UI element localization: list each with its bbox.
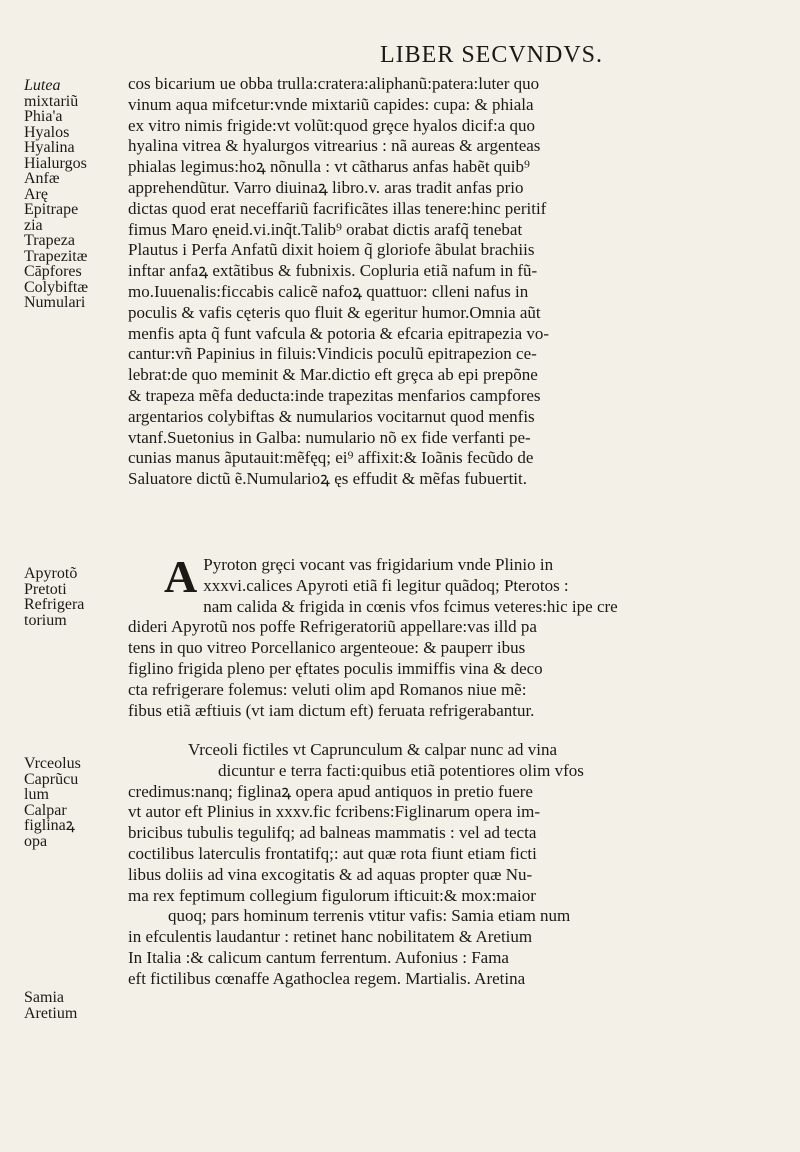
text-line: vinum aqua mifcetur:vnde mixtariũ capides: cupa: & phiala bbox=[128, 94, 534, 114]
text-line: fibus etiã æftiuis (vt iam dictum eft) feruata refrigerabantur. bbox=[128, 700, 535, 720]
margin-note: Trapezitæ bbox=[24, 247, 88, 265]
text-line: Vrceoli fictiles vt Caprunculum & calpar nunc ad vina bbox=[188, 740, 558, 759]
text-line: xxxvi.calices Apyroti etiã fi legitur quãdoq; Pterotos : bbox=[203, 575, 569, 595]
text-line: quoq; pars hominum terrenis vtitur vafis: Samia etiam num bbox=[168, 906, 571, 926]
text-line: fimus Maro ęneid.vi.inq̃t.Talib⁹ orabat dictis arafq̃ tenebat bbox=[128, 219, 523, 239]
margin-note: Numulari bbox=[24, 294, 86, 311]
margin-group-1 bbox=[24, 78, 88, 311]
text-line: poculis & vafis cęteris quo fluit & egeritur humor.Omnia aũt bbox=[128, 302, 541, 322]
margin-note: Phia'a bbox=[24, 108, 63, 125]
margin-note: Aretium bbox=[24, 1004, 78, 1022]
text-line: bricibus tubulis tegulifq; ad balneas mammatis : vel ad tecta bbox=[128, 823, 537, 843]
text-line: vt autor eft Plinius in xxxv.fic fcribens:Figlinarum opera im- bbox=[128, 802, 541, 822]
running-head: LIBER SECVNDVS. bbox=[380, 42, 604, 68]
text-line: cos bicarium ue obba trulla:cratera:aliphanũ:patera:luter quo bbox=[128, 74, 540, 93]
margin-note: Hyalos bbox=[24, 123, 70, 141]
margin-note: Colybiftæ bbox=[24, 278, 89, 296]
margin-note: Arę bbox=[24, 185, 48, 203]
margin-note: Hyalina bbox=[24, 139, 75, 156]
text-line: vtanf.Suetonius in Galba: numulario nõ ex fide verfanti pe- bbox=[128, 427, 531, 447]
margin-group-3 bbox=[24, 756, 81, 849]
paragraph-3 bbox=[128, 740, 778, 990]
text-line: phialas legimus:hoꝝ nõnulla : vt cãtharus anfas habẽt quib⁹ bbox=[128, 157, 530, 177]
margin-note: Cāpfores bbox=[24, 263, 82, 280]
text-line: dictas quod erat neceffariũ facrificãtes illas tenere:hinc peritif bbox=[128, 198, 547, 218]
text-line: cantur:vñ Papinius in filuis:Vindicis poculũ epitrapezion ce- bbox=[128, 344, 537, 364]
margin-note: figlinaꝝ bbox=[24, 817, 76, 834]
margin-note: mixtariũ bbox=[24, 92, 79, 110]
text-line: Saluatore dictũ ẽ.Numularioꝝ ęs effudit & mẽfas fubuertit. bbox=[128, 469, 527, 489]
text-line: hyalina vitrea & hyalurgos vitrearius : nã aureas & argenteas bbox=[128, 136, 541, 156]
text-line: Plautus i Perfa Anfatũ dixit hoiem q̃ gloriofe ãbulat brachiis bbox=[128, 240, 535, 260]
margin-note: Calpar bbox=[24, 801, 67, 819]
margin-note: Vrceolus bbox=[24, 755, 81, 772]
margin-note: Caprũcu bbox=[24, 770, 79, 788]
text-line: in efculentis laudantur : retinet hanc nobilitatem & Aretium bbox=[128, 927, 533, 947]
text-line: eft fictilibus cœnaffe Agathoclea regem. Martialis. Aretina bbox=[128, 968, 526, 988]
text-line: lebrat:de quo meminit & Mar.dictio eft grȩca ab epi prepõne bbox=[128, 365, 538, 385]
text-line: ma rex feptimum collegium figulorum ifticuit:& mox:maior bbox=[128, 885, 536, 905]
margin-note: Lutea bbox=[24, 77, 61, 94]
text-line: dideri Apyrotũ nos poffe Refrigeratoriũ appellare:vas illd pa bbox=[128, 617, 537, 637]
text-line: & trapeza mẽfa deducta:inde trapezitas menfarios campfores bbox=[128, 385, 541, 405]
margin-note: Epitrape bbox=[24, 201, 79, 218]
text-line: In Italia :& calicum cantum ferrentum. Aufonius : Fama bbox=[128, 947, 509, 967]
paragraph-1 bbox=[128, 74, 778, 490]
text-line: Pyroton grȩci vocant vas frigidarium vnde Plinio in bbox=[203, 555, 554, 574]
margin-note: opa bbox=[24, 832, 48, 850]
margin-note: Apyrotõ bbox=[24, 565, 78, 582]
margin-note: Anfæ bbox=[24, 170, 60, 187]
paragraph-2 bbox=[128, 551, 778, 721]
text-line: nam calida & frigida in cœnis vfos fcimus veteres:hic ipe cre bbox=[203, 596, 618, 616]
margin-group-2 bbox=[24, 566, 84, 628]
margin-note: zia bbox=[24, 216, 43, 234]
text-line: figlino frigida pleno per ęftates poculis immiffis vina & deco bbox=[128, 658, 543, 678]
text-line: cunias manus ãputauit:mẽfęq; ei⁹ affixit:& Ioãnis fecũdo de bbox=[128, 448, 534, 468]
text-line: dicuntur e terra facti:quibus etiã potentiores olim vfos bbox=[218, 760, 584, 780]
text-line: credimus:nanq; figlinaꝝ opera apud antiquos in pretio fuere bbox=[128, 781, 533, 801]
text-line: coctilibus laterculis frontatifq;: aut quæ rota fiunt etiam ficti bbox=[128, 843, 537, 863]
text-line: cta refrigerare folemus: veluti olim apd Romanos niue mẽ: bbox=[128, 679, 527, 699]
margin-note: lum bbox=[24, 786, 49, 803]
text-line: ex vitro nimis frigide:vt volũt:quod grȩce hyalos dicif:a quo bbox=[128, 115, 535, 135]
margin-note: Trapeza bbox=[24, 232, 75, 249]
text-line: tens in quo vitreo Porcellanico argenteoue: & pauperr ibus bbox=[128, 638, 526, 658]
margin-group-4 bbox=[24, 990, 77, 1021]
text-line: libus doliis ad vina excogitatis & ad aquas propter quæ Nu- bbox=[128, 864, 533, 884]
margin-note: Samia bbox=[24, 989, 64, 1006]
text-line: inftar anfaꝝ extãtibus & fubnixis. Copluria etiã nafum in fũ- bbox=[128, 261, 538, 281]
margin-note: Refrigera bbox=[24, 596, 85, 613]
margin-note: Pretoti bbox=[24, 580, 67, 598]
text-line: argentarios colybiftas & numularios vocitarnut quod menfis bbox=[128, 406, 535, 426]
text-line: apprehendũtur. Varro diuinaꝝ libro.v. aras tradit anfas prio bbox=[128, 177, 524, 197]
text-line: menfis apta q̃ funt vafcula & potoria & efcaria epitrapezia vo- bbox=[128, 323, 550, 343]
text-line: mo.Iuuenalis:ficcabis calicẽ nafoꝝ quattuor: clleni nafus in bbox=[128, 281, 529, 301]
initial-letter: A bbox=[164, 551, 198, 602]
margin-note: torium bbox=[24, 611, 67, 629]
margin-note: Hialurgos bbox=[24, 154, 87, 172]
